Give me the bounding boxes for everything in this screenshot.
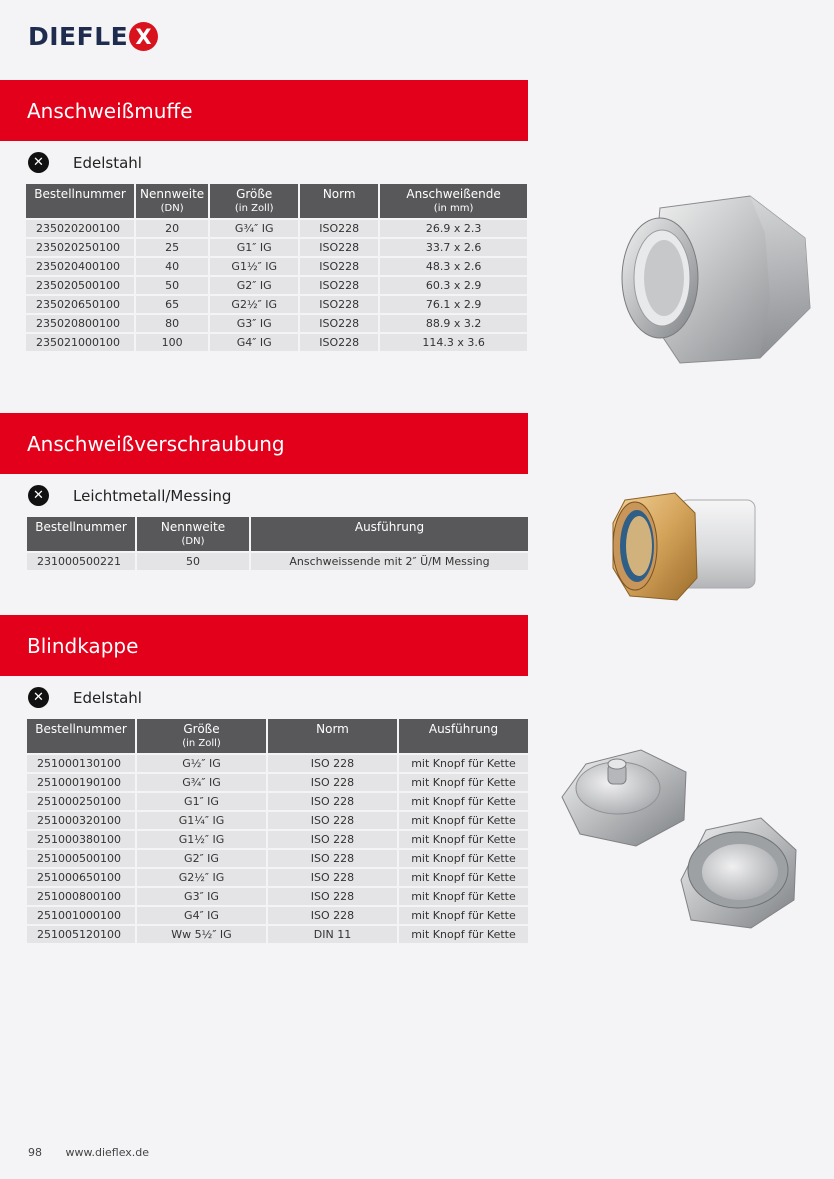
- order-number-cell: 251000380100: [27, 829, 135, 848]
- table-cell: 114.3 x 3.6: [380, 332, 527, 351]
- table-cell: 48.3 x 2.6: [380, 256, 527, 275]
- table-cell: mit Knopf für Kette: [399, 886, 528, 905]
- material-line: [28, 687, 142, 708]
- table-cell: mit Knopf für Kette: [399, 905, 528, 924]
- table-row: [27, 905, 528, 924]
- table-row: [26, 256, 527, 275]
- order-number-cell: 251000500100: [27, 848, 135, 867]
- section-banner-anschweissmuffe: [0, 80, 528, 141]
- table-cell: G½″ IG: [137, 753, 266, 772]
- table-cell: ISO228: [300, 237, 378, 256]
- material-label: Edelstahl: [73, 688, 142, 707]
- table-cell: ISO 228: [268, 905, 397, 924]
- table-cell: G4″ IG: [137, 905, 266, 924]
- table-cell: ISO228: [300, 332, 378, 351]
- order-number-cell: 235020800100: [26, 313, 134, 332]
- page-number: 98: [28, 1146, 42, 1159]
- material-label: Edelstahl: [73, 153, 142, 172]
- section-banner-blindkappe: [0, 615, 528, 676]
- table-cell: G2½″ IG: [210, 294, 298, 313]
- table-cell: G1½″ IG: [137, 829, 266, 848]
- table-row: [27, 886, 528, 905]
- order-number-cell: 235020250100: [26, 237, 134, 256]
- table-cell: ISO228: [300, 275, 378, 294]
- material-label: Leichtmetall/Messing: [73, 486, 232, 505]
- table-cell: ISO 228: [268, 772, 397, 791]
- table-cell: ISO 228: [268, 867, 397, 886]
- table-row: [27, 551, 528, 570]
- x-circle-icon: ✕: [28, 687, 49, 708]
- order-number-cell: 235020650100: [26, 294, 134, 313]
- table-cell: ISO228: [300, 218, 378, 237]
- website-link[interactable]: www.dieflex.de: [65, 1146, 150, 1159]
- table-cell: mit Knopf für Kette: [399, 810, 528, 829]
- x-circle-icon: ✕: [28, 152, 49, 173]
- table-cell: G2″ IG: [210, 275, 298, 294]
- table-row: [27, 924, 528, 943]
- column-header: Anschweißende (in mm): [380, 184, 527, 218]
- table-cell: G3″ IG: [137, 886, 266, 905]
- table-cell: ISO228: [300, 256, 378, 275]
- table-cell: 65: [136, 294, 208, 313]
- table-cell: G1¼″ IG: [137, 810, 266, 829]
- table-row: [26, 218, 527, 237]
- section-title: Blindkappe: [27, 633, 139, 658]
- table-row: [27, 753, 528, 772]
- table-cell: mit Knopf für Kette: [399, 924, 528, 943]
- table-row: [26, 275, 527, 294]
- table-cell: mit Knopf für Kette: [399, 829, 528, 848]
- table-cell: G2″ IG: [137, 848, 266, 867]
- table-cell: G3″ IG: [210, 313, 298, 332]
- table-cell: 26.9 x 2.3: [380, 218, 527, 237]
- column-header: Bestellnummer: [27, 517, 135, 551]
- table-cell: ISO 228: [268, 791, 397, 810]
- table-row: [26, 332, 527, 351]
- table-cell: ISO 228: [268, 753, 397, 772]
- order-number-cell: 251000190100: [27, 772, 135, 791]
- section-title: Anschweißverschraubung: [27, 431, 285, 456]
- table-cell: mit Knopf für Kette: [399, 791, 528, 810]
- table-header-row: [27, 719, 528, 753]
- x-circle-icon: ✕: [28, 485, 49, 506]
- table-cell: Ww 5½″ IG: [137, 924, 266, 943]
- table-cell: 20: [136, 218, 208, 237]
- material-line: [28, 485, 231, 506]
- product-table-anschweissverschraubung: [25, 517, 530, 570]
- table-cell: G2½″ IG: [137, 867, 266, 886]
- brand-name: DIEFLE: [28, 22, 129, 51]
- table-row: [26, 294, 527, 313]
- blindkappe-product-image: [556, 742, 806, 960]
- column-header: Größe (in Zoll): [210, 184, 298, 218]
- column-header: Norm: [268, 719, 397, 753]
- table-cell: G1″ IG: [210, 237, 298, 256]
- section-banner-anschweissverschraubung: [0, 413, 528, 474]
- order-number-cell: 235020400100: [26, 256, 134, 275]
- column-header: Nennweite (DN): [137, 517, 249, 551]
- anschweissmuffe-product-image: [600, 188, 834, 376]
- table-cell: mit Knopf für Kette: [399, 848, 528, 867]
- column-header: Bestellnummer: [26, 184, 134, 218]
- table-cell: G¾″ IG: [137, 772, 266, 791]
- table-row: [27, 791, 528, 810]
- table-cell: ISO228: [300, 294, 378, 313]
- table-cell: 88.9 x 3.2: [380, 313, 527, 332]
- brand-x-mark: X: [129, 22, 158, 51]
- table-cell: 60.3 x 2.9: [380, 275, 527, 294]
- table-cell: ISO 228: [268, 810, 397, 829]
- order-number-cell: 251001000100: [27, 905, 135, 924]
- table-cell: 76.1 x 2.9: [380, 294, 527, 313]
- table-cell: G1″ IG: [137, 791, 266, 810]
- order-number-cell: 235020500100: [26, 275, 134, 294]
- table-cell: mit Knopf für Kette: [399, 753, 528, 772]
- column-header: Ausführung: [399, 719, 528, 753]
- table-cell: Anschweissende mit 2″ Ü/M Messing: [251, 551, 528, 570]
- column-header: Ausführung: [251, 517, 528, 551]
- table-row: [26, 237, 527, 256]
- table-cell: mit Knopf für Kette: [399, 772, 528, 791]
- section-title: Anschweißmuffe: [27, 98, 193, 123]
- table-cell: G1½″ IG: [210, 256, 298, 275]
- table-cell: 25: [136, 237, 208, 256]
- table-cell: 33.7 x 2.6: [380, 237, 527, 256]
- product-table-blindkappe: [25, 719, 530, 943]
- column-header: Nennweite (DN): [136, 184, 208, 218]
- table-cell: ISO 228: [268, 886, 397, 905]
- table-cell: G¾″ IG: [210, 218, 298, 237]
- table-cell: ISO 228: [268, 848, 397, 867]
- order-number-cell: 231000500221: [27, 551, 135, 570]
- table-body: [26, 218, 527, 351]
- order-number-cell: 251005120100: [27, 924, 135, 943]
- column-header: Bestellnummer: [27, 719, 135, 753]
- order-number-cell: 251000130100: [27, 753, 135, 772]
- table-row: [27, 867, 528, 886]
- table-cell: 80: [136, 313, 208, 332]
- order-number-cell: 251000800100: [27, 886, 135, 905]
- table-cell: G4″ IG: [210, 332, 298, 351]
- table-cell: 100: [136, 332, 208, 351]
- table-cell: 50: [136, 275, 208, 294]
- table-cell: 40: [136, 256, 208, 275]
- table-cell: ISO228: [300, 313, 378, 332]
- table-body: [27, 753, 528, 943]
- brand-logo: [28, 22, 158, 51]
- material-line: [28, 152, 142, 173]
- table-row: [27, 829, 528, 848]
- table-row: [27, 810, 528, 829]
- product-table-anschweissmuffe: [24, 184, 529, 351]
- order-number-cell: 235021000100: [26, 332, 134, 351]
- table-cell: mit Knopf für Kette: [399, 867, 528, 886]
- order-number-cell: 251000320100: [27, 810, 135, 829]
- table-header-row: [27, 517, 528, 551]
- column-header: Norm: [300, 184, 378, 218]
- table-header-row: [26, 184, 527, 218]
- table-cell: ISO 228: [268, 829, 397, 848]
- table-body: [27, 551, 528, 570]
- column-header: Größe (in Zoll): [137, 719, 266, 753]
- table-row: [27, 848, 528, 867]
- table-row: [27, 772, 528, 791]
- table-cell: 50: [137, 551, 249, 570]
- order-number-cell: 235020200100: [26, 218, 134, 237]
- page-footer: [28, 1146, 149, 1159]
- table-row: [26, 313, 527, 332]
- table-cell: DIN 11: [268, 924, 397, 943]
- order-number-cell: 251000650100: [27, 867, 135, 886]
- order-number-cell: 251000250100: [27, 791, 135, 810]
- anschweissverschraubung-product-image: [605, 488, 770, 608]
